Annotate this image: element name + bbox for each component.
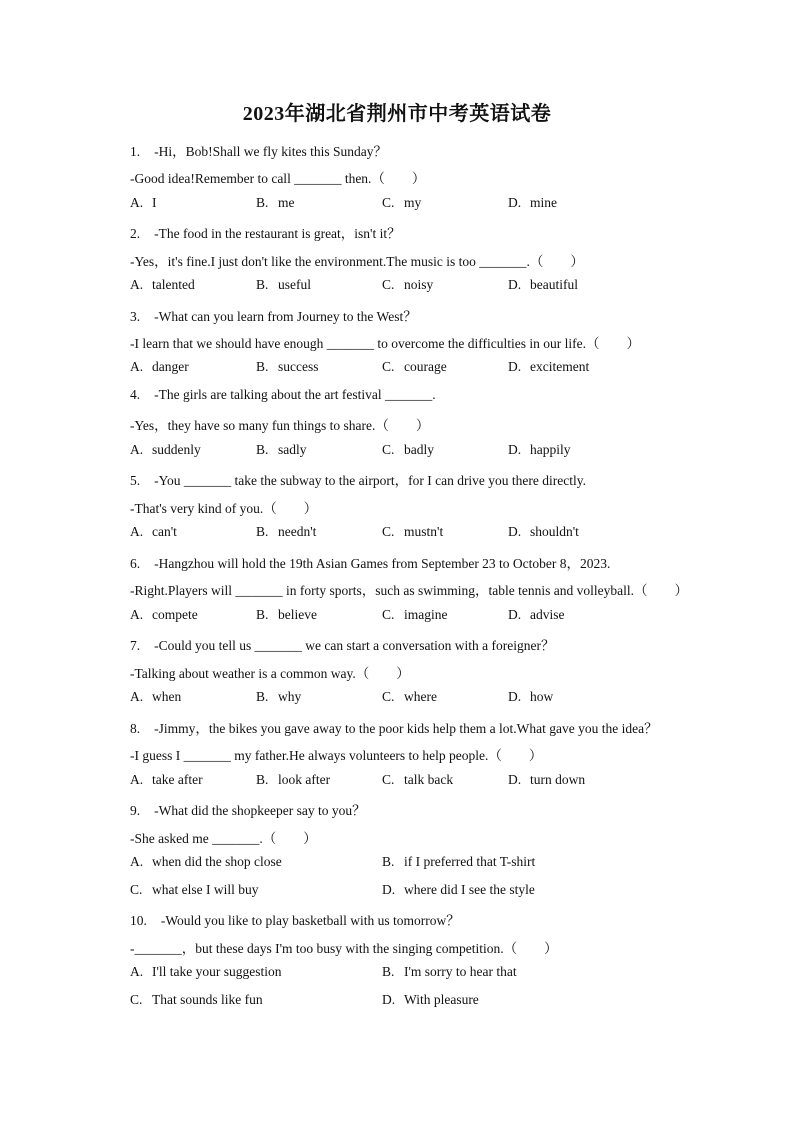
option-b[interactable]: B. believe [256, 607, 317, 622]
option-a[interactable]: A. I'll take your suggestion [130, 964, 282, 979]
page-title: 2023年湖北省荆州市中考英语试卷 [242, 103, 552, 125]
question-number: 1. [130, 144, 141, 159]
option-c[interactable]: C. imagine [382, 607, 448, 622]
option-a[interactable]: A. talented [130, 277, 195, 292]
question-text: -What can you learn from Journey to the West？ [154, 309, 417, 324]
option-c[interactable]: C. badly [382, 442, 434, 457]
question-text: -Could you tell us _______ we can start a conversation with a foreigner？ [154, 638, 555, 653]
question-2 [130, 222, 401, 242]
question-text: -Hangzhou will hold the 19th Asian Games from September 23 to October 8，2023. [154, 556, 611, 571]
question-7 [130, 634, 555, 654]
question-text: -What did the shopkeeper say to you？ [154, 803, 366, 818]
question-text: -Hi，Bob!Shall we fly kites this Sunday？ [154, 144, 387, 159]
question-number: 5. [130, 473, 141, 488]
option-a[interactable]: A. I [130, 195, 157, 210]
option-b[interactable]: B. I'm sorry to hear that [382, 964, 517, 979]
question-number: 3. [130, 309, 141, 324]
option-b[interactable]: B. success [256, 359, 319, 374]
answer-line-1: -Good idea!Remember to call _______ then.（ ） [130, 171, 426, 186]
question-number: 6. [130, 556, 141, 571]
question-text: -Would you like to play basketball with us tomorrow？ [160, 913, 460, 928]
question-text: -The girls are talking about the art festival _______. [154, 387, 436, 402]
question-5 [130, 469, 586, 489]
question-10 [130, 909, 460, 929]
option-a[interactable]: A. suddenly [130, 442, 201, 457]
option-a[interactable]: A. can't [130, 524, 177, 539]
option-a[interactable]: A. take after [130, 772, 203, 787]
answer-line-5: -That's very kind of you.（ ） [130, 501, 318, 516]
option-d[interactable]: D. advise [508, 607, 565, 622]
question-1 [130, 140, 387, 160]
option-b[interactable]: B. needn't [256, 524, 317, 539]
option-b[interactable]: B. sadly [256, 442, 307, 457]
question-number: 7. [130, 638, 141, 653]
option-d[interactable]: D. how [508, 689, 554, 704]
answer-line-10: -_______，but these days I'm too busy with the singing competition.（ ） [130, 941, 558, 956]
option-c[interactable]: C. mustn't [382, 524, 444, 539]
option-d[interactable]: D. With pleasure [382, 992, 479, 1007]
option-d[interactable]: D. shouldn't [508, 524, 579, 539]
option-d[interactable]: D. happily [508, 442, 571, 457]
option-a[interactable]: A. compete [130, 607, 198, 622]
question-8 [130, 717, 658, 737]
question-number: 10. [130, 913, 147, 928]
option-c[interactable]: C. noisy [382, 277, 434, 292]
option-a[interactable]: A. danger [130, 359, 189, 374]
answer-line-8: -I guess I _______ my father.He always volunteers to help people.（ ） [130, 748, 543, 763]
answer-line-9: -She asked me _______.（ ） [130, 831, 317, 846]
option-c[interactable]: C. what else I will buy [130, 882, 259, 897]
question-text: -The food in the restaurant is great，isn't it？ [154, 226, 401, 241]
option-d[interactable]: D. beautiful [508, 277, 578, 292]
question-6 [130, 552, 610, 572]
option-c[interactable]: C. my [382, 195, 422, 210]
question-number: 9. [130, 803, 141, 818]
question-text: -Jimmy，the bikes you gave away to the poor kids help them a lot.What gave you the idea？ [154, 721, 658, 736]
option-d[interactable]: D. excitement [508, 359, 590, 374]
answer-line-3: -I learn that we should have enough _______ to overcome the difficulties in our life.（ ） [130, 336, 641, 351]
option-a[interactable]: A. when did the shop close [130, 854, 282, 869]
question-number: 2. [130, 226, 141, 241]
option-c[interactable]: C. That sounds like fun [130, 992, 263, 1007]
option-d[interactable]: D. mine [508, 195, 557, 210]
option-b[interactable]: B. useful [256, 277, 311, 292]
option-d[interactable]: D. where did I see the style [382, 882, 535, 897]
question-9 [130, 799, 366, 819]
question-text: -You _______ take the subway to the airport，for I can drive you there directly. [154, 473, 587, 488]
option-b[interactable]: B. look after [256, 772, 331, 787]
option-a[interactable]: A. when [130, 689, 182, 704]
option-c[interactable]: C. talk back [382, 772, 454, 787]
option-b[interactable]: B. me [256, 195, 295, 210]
question-number: 8. [130, 721, 141, 736]
question-number: 4. [130, 387, 141, 402]
option-c[interactable]: C. courage [382, 359, 447, 374]
question-3 [130, 305, 417, 325]
answer-line-2: -Yes，it's fine.I just don't like the environment.The music is too _______.（ ） [130, 254, 584, 269]
option-c[interactable]: C. where [382, 689, 437, 704]
question-4 [130, 387, 436, 403]
answer-line-4: -Yes，they have so many fun things to share.（ ） [130, 418, 430, 433]
answer-line-6: -Right.Players will _______ in forty sports，such as swimming，table tennis and volleyball.（ ） [130, 583, 688, 598]
option-b[interactable]: B. why [256, 689, 302, 704]
answer-line-7: -Talking about weather is a common way.（ ） [130, 666, 410, 681]
option-b[interactable]: B. if I preferred that T-shirt [382, 854, 536, 869]
option-d[interactable]: D. turn down [508, 772, 586, 787]
